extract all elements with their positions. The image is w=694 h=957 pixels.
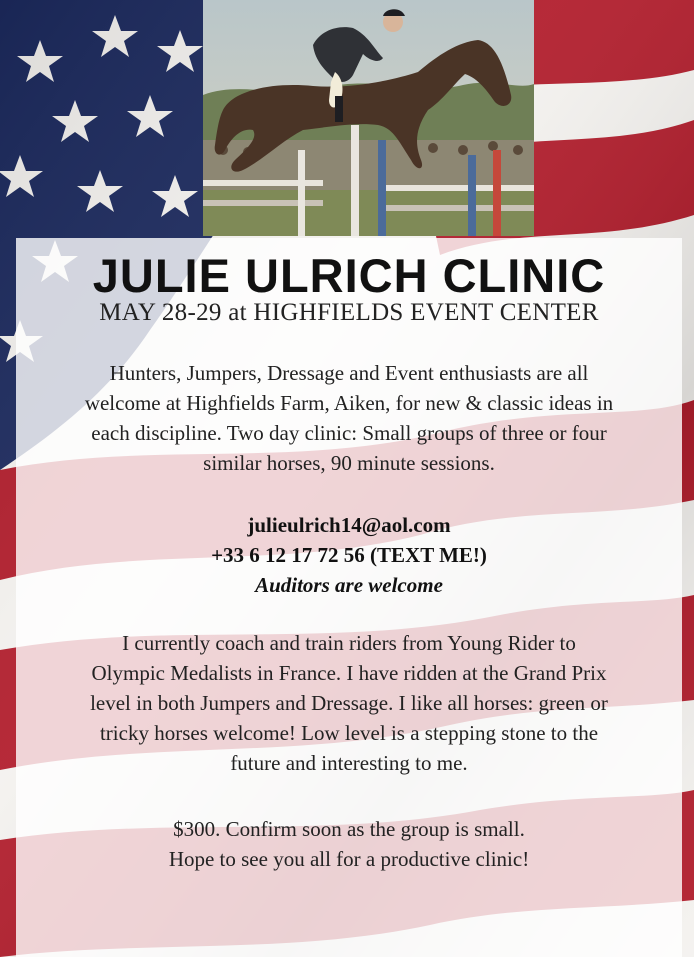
farewell-line: Hope to see you all for a productive clinic! xyxy=(168,847,530,871)
contact-block xyxy=(16,510,682,600)
page-title: JULIE ULRICH CLINIC xyxy=(92,249,606,302)
auditors-note: Auditors are welcome xyxy=(255,573,443,597)
bio-line: I currently coach and train riders from Young Rider to xyxy=(122,631,576,655)
bio-paragraph xyxy=(26,628,672,778)
contact-phone[interactable]: +33 6 12 17 72 56 (TEXT ME!) xyxy=(211,543,487,567)
intro-paragraph xyxy=(26,358,672,478)
event-dates-location: MAY 28-29 at HIGHFIELDS EVENT CENTER xyxy=(99,299,599,326)
show-jumping-photo xyxy=(203,0,534,236)
intro-line: each discipline. Two day clinic: Small groups of three or four xyxy=(91,421,607,445)
bio-line: future and interesting to me. xyxy=(230,751,468,775)
bio-line: Olympic Medalists in France. I have ridden at the Grand Prix xyxy=(91,661,607,685)
closing-block xyxy=(26,814,672,874)
price-line: $300. Confirm soon as the group is small. xyxy=(173,817,525,841)
intro-line: Hunters, Jumpers, Dressage and Event enthusiasts are all xyxy=(109,361,589,385)
bio-line: tricky horses welcome! Low level is a stepping stone to the xyxy=(99,721,599,745)
bio-line: level in both Jumpers and Dressage. I like all horses: green or xyxy=(90,691,608,715)
intro-line: welcome at Highfields Farm, Aiken, for new & classic ideas in xyxy=(84,391,614,415)
content-panel xyxy=(16,238,682,957)
contact-email[interactable]: julieulrich14@aol.com xyxy=(247,513,451,537)
intro-line: similar horses, 90 minute sessions. xyxy=(203,451,495,475)
